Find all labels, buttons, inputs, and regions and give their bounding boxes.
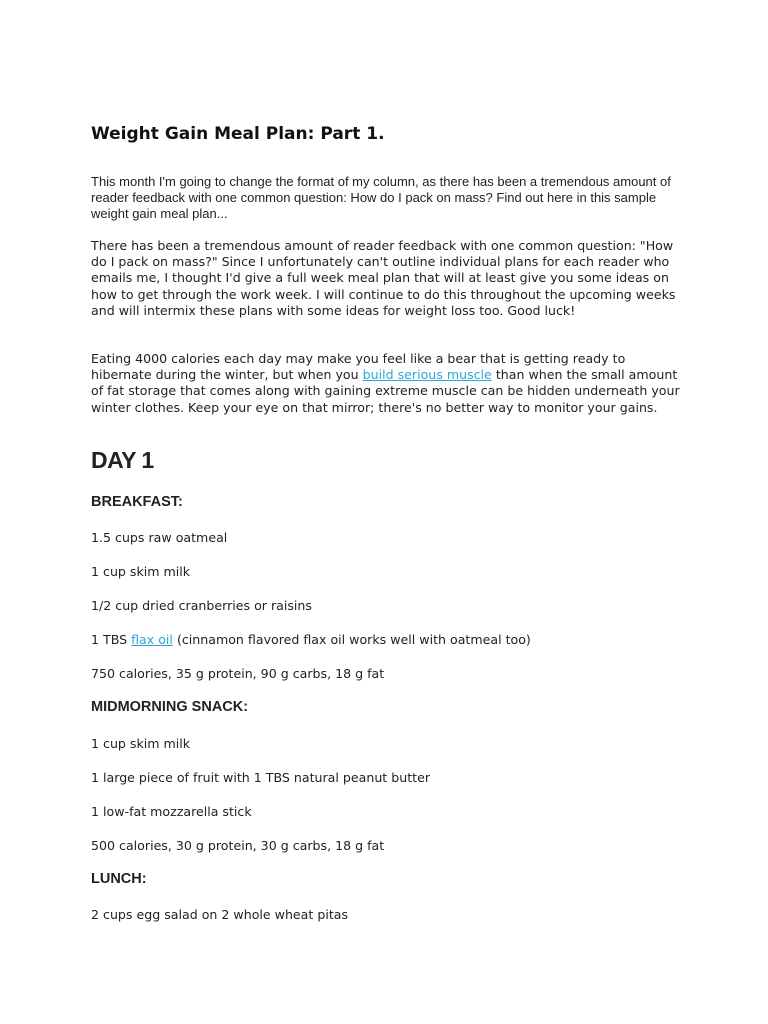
breakfast-heading: BREAKFAST: bbox=[91, 494, 183, 510]
midmorning-item: 1 large piece of fruit with 1 TBS natural peanut butter bbox=[91, 770, 431, 785]
midmorning-summary: 500 calories, 30 g protein, 30 g carbs, 18 g fat bbox=[91, 838, 385, 853]
breakfast-item bbox=[91, 632, 531, 648]
breakfast-item-text: (cinnamon flavored flax oil works well with oatmeal too) bbox=[172, 632, 531, 647]
lunch-heading: LUNCH: bbox=[91, 871, 147, 887]
breakfast-item: 1/2 cup dried cranberries or raisins bbox=[91, 598, 312, 613]
build-serious-muscle-link[interactable]: build serious muscle bbox=[362, 367, 492, 383]
body-paragraph-1: There has been a tremendous amount of reader feedback with one common question: "How do I pack on mass?" Since I unfortunately can't outline individual plans for each reader who emails me, I thought I'd give a full week meal plan that will at least give you some ideas on how to get through the work week. I will continue to do this throughout the upcoming weeks and will intermix these plans with some ideas for weight loss too. Good luck! bbox=[91, 238, 676, 318]
paragraph-2-text-before: Eating 4000 calories each day may make you feel like a bear that is getting ready to hibernate during the winter, but when you bbox=[91, 351, 626, 383]
flax-oil-link[interactable]: flax oil bbox=[131, 632, 173, 647]
article-intro: This month I'm going to change the format of my column, as there has been a tremendous amount of reader feedback with one common question: How do I pack on mass? Find out here in this sample weight gain meal plan... bbox=[91, 174, 671, 221]
day-heading: DAY 1 bbox=[91, 447, 154, 473]
lunch-item: 2 cups egg salad on 2 whole wheat pitas bbox=[91, 907, 349, 922]
article-title: Weight Gain Meal Plan: Part 1. bbox=[91, 124, 385, 144]
midmorning-snack-heading: MIDMORNING SNACK: bbox=[91, 699, 249, 715]
breakfast-item: 1 cup skim milk bbox=[91, 564, 191, 579]
midmorning-item: 1 low-fat mozzarella stick bbox=[91, 804, 252, 819]
breakfast-item: 1.5 cups raw oatmeal bbox=[91, 530, 228, 545]
midmorning-item: 1 cup skim milk bbox=[91, 736, 191, 751]
breakfast-item-text: 1 TBS bbox=[91, 632, 132, 647]
body-paragraph-2 bbox=[91, 351, 686, 416]
breakfast-summary: 750 calories, 35 g protein, 90 g carbs, 18 g fat bbox=[91, 666, 385, 681]
paragraph-2-text-after: than when the small amount of fat storage that comes along with gaining extreme muscle can be hidden underneath your winter clothes. Keep your eye on that mirror; there's no better way to monitor your gains. bbox=[91, 367, 680, 415]
